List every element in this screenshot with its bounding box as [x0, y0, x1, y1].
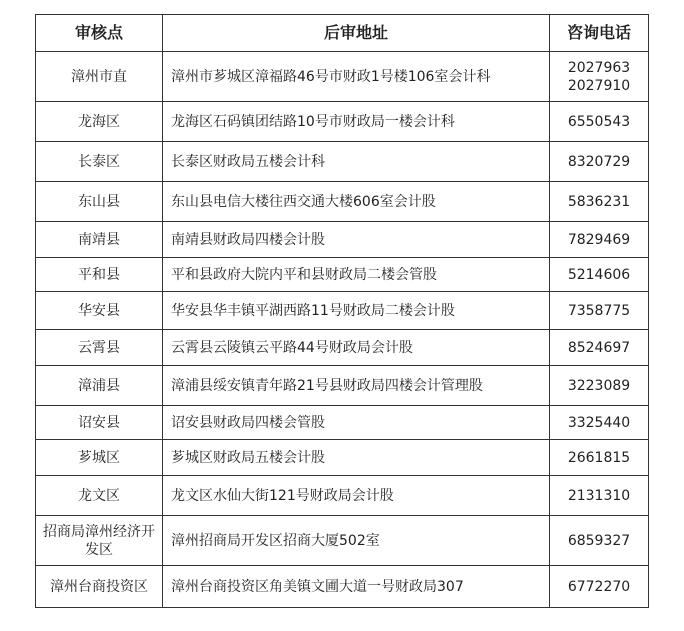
cell-phone — [550, 142, 649, 182]
cell-address: 华安县华丰镇平湖西路11号财政局二楼会计股 — [163, 292, 550, 330]
cell-region: 招商局漳州经济开发区 — [36, 516, 163, 566]
table-row — [36, 476, 649, 516]
cell-phone — [550, 516, 649, 566]
cell-region: 漳州市直 — [36, 52, 163, 102]
phone-number: 2131310 — [567, 487, 631, 504]
cell-address: 龙文区水仙大街121号财政局会计股 — [163, 476, 550, 516]
phone-number: 6550543 — [567, 113, 631, 130]
phone-number: 8320729 — [567, 153, 631, 170]
table-row — [36, 182, 649, 222]
cell-phone — [550, 330, 649, 366]
audit-points-table — [35, 14, 649, 608]
header-address: 后审地址 — [163, 15, 550, 52]
cell-address: 长泰区财政局五楼会计科 — [163, 142, 550, 182]
table-row — [36, 52, 649, 102]
cell-region: 龙海区 — [36, 102, 163, 142]
table-row — [36, 440, 649, 476]
phone-number: 7358775 — [567, 302, 631, 319]
table-header-row — [36, 15, 649, 52]
cell-address: 诏安县财政局四楼会管股 — [163, 406, 550, 440]
phone-number: 3325440 — [567, 414, 631, 431]
phone-number: 3223089 — [567, 377, 631, 394]
cell-region: 漳州台商投资区 — [36, 566, 163, 608]
cell-phone — [550, 182, 649, 222]
cell-phone — [550, 476, 649, 516]
table-row — [36, 406, 649, 440]
cell-region: 平和县 — [36, 258, 163, 292]
cell-region: 龙文区 — [36, 476, 163, 516]
cell-phone — [550, 366, 649, 406]
cell-region: 芗城区 — [36, 440, 163, 476]
cell-phone — [550, 222, 649, 258]
table-row — [36, 330, 649, 366]
table-row — [36, 516, 649, 566]
table-row — [36, 566, 649, 608]
phone-number: 8524697 — [567, 339, 631, 356]
cell-address: 云霄县云陵镇云平路44号财政局会计股 — [163, 330, 550, 366]
cell-region: 长泰区 — [36, 142, 163, 182]
cell-address: 龙海区石码镇团结路10号市财政局一楼会计科 — [163, 102, 550, 142]
table-row — [36, 222, 649, 258]
cell-address: 平和县政府大院内平和县财政局二楼会管股 — [163, 258, 550, 292]
phone-number: 2027910 — [567, 77, 631, 94]
cell-region: 东山县 — [36, 182, 163, 222]
cell-address: 漳州招商局开发区招商大厦502室 — [163, 516, 550, 566]
phone-number: 5836231 — [567, 193, 631, 210]
cell-address: 东山县电信大楼往西交通大楼606室会计股 — [163, 182, 550, 222]
phone-number: 6859327 — [567, 532, 631, 549]
cell-phone — [550, 292, 649, 330]
phone-number: 2027963 — [567, 59, 631, 76]
table-row — [36, 292, 649, 330]
header-phone: 咨询电话 — [550, 15, 649, 52]
cell-address: 芗城区财政局五楼会计股 — [163, 440, 550, 476]
phone-number: 6772270 — [567, 578, 631, 595]
cell-address: 漳州台商投资区角美镇文圃大道一号财政局307 — [163, 566, 550, 608]
cell-phone — [550, 102, 649, 142]
cell-phone — [550, 52, 649, 102]
table-row — [36, 366, 649, 406]
table-row — [36, 142, 649, 182]
table-body — [36, 52, 649, 608]
cell-region: 漳浦县 — [36, 366, 163, 406]
table-row — [36, 258, 649, 292]
cell-address: 漳州市芗城区漳福路46号市财政1号楼106室会计科 — [163, 52, 550, 102]
phone-number: 5214606 — [567, 266, 631, 283]
cell-region: 华安县 — [36, 292, 163, 330]
phone-number: 2661815 — [567, 449, 631, 466]
cell-address: 漳浦县绥安镇青年路21号县财政局四楼会计管理股 — [163, 366, 550, 406]
table-row — [36, 102, 649, 142]
cell-region: 诏安县 — [36, 406, 163, 440]
cell-address: 南靖县财政局四楼会计股 — [163, 222, 550, 258]
cell-phone — [550, 406, 649, 440]
cell-phone — [550, 440, 649, 476]
phone-number: 7829469 — [567, 231, 631, 248]
header-region: 审核点 — [36, 15, 163, 52]
cell-phone — [550, 258, 649, 292]
cell-region: 云霄县 — [36, 330, 163, 366]
cell-phone — [550, 566, 649, 608]
cell-region: 南靖县 — [36, 222, 163, 258]
